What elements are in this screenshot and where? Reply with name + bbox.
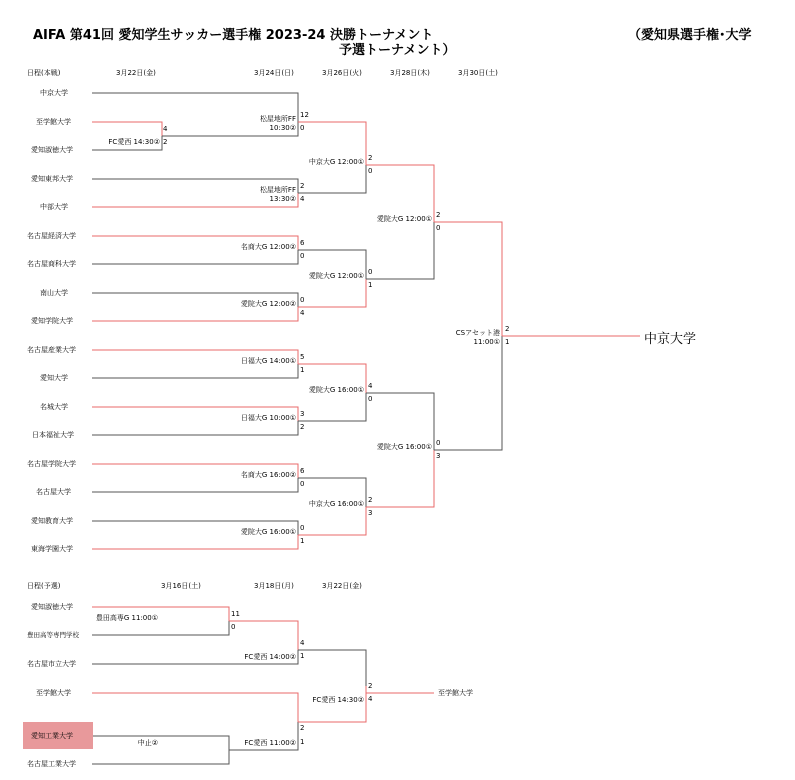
- match-score: 4: [368, 695, 373, 703]
- team-name: 愛知淑徳大学: [31, 603, 73, 611]
- match-venue: 中止②: [137, 739, 158, 747]
- match-score: 0: [436, 224, 441, 232]
- match-score: 12: [300, 111, 309, 119]
- date-mar28: 3月28日(木): [390, 69, 430, 77]
- team-name: 愛知東邦大学: [31, 175, 73, 183]
- match-score: 0: [300, 124, 305, 132]
- match-venue: 名商大G 16:00②: [240, 471, 296, 479]
- team-name: 至学館大学: [36, 689, 71, 697]
- date-mar22: 3月22日(金): [116, 69, 156, 77]
- match-score: 6: [300, 239, 305, 247]
- match-score: 0: [300, 252, 305, 260]
- date-header-main: 日程(本戦): [27, 69, 61, 77]
- date-header-qualifier: 日程(予選): [27, 582, 61, 590]
- match-score: 4: [163, 125, 168, 133]
- match-venue: 愛院大G 12:00②: [240, 300, 296, 308]
- match-score: 4: [300, 639, 305, 647]
- team-name: 愛知淑徳大学: [31, 146, 73, 154]
- match-venue: FC愛西 14:30②: [312, 696, 364, 704]
- match-venue: 愛院大G 16:00①: [240, 528, 296, 536]
- match-score: 1: [300, 652, 305, 660]
- match-venue: 豊田高専G 11:00①: [95, 614, 158, 622]
- date-mar18: 3月18日(月): [254, 582, 294, 590]
- match-score: 5: [300, 353, 305, 361]
- match-score: 2: [300, 182, 305, 190]
- team-name: 名古屋学院大学: [27, 460, 76, 468]
- team-name: 至学館大学: [36, 118, 71, 126]
- match-venue: 松屋地所FF 10:30②: [259, 115, 296, 132]
- match-score: 0: [368, 395, 373, 403]
- team-name: 中部大学: [40, 203, 68, 211]
- date-mar22-qualifier: 3月22日(金): [322, 582, 362, 590]
- match-score: 2: [368, 154, 373, 162]
- match-score: 0: [300, 480, 305, 488]
- page-title-right: （愛知県選手権･大学: [628, 28, 752, 43]
- match-venue: FC愛西 11:00②: [244, 739, 296, 747]
- team-name: 中京大学: [40, 89, 68, 97]
- team-name: 愛知大学: [40, 374, 68, 382]
- team-name: 名古屋市立大学: [27, 660, 76, 668]
- team-name: 南山大学: [40, 289, 68, 297]
- champion-name: 中京大学: [644, 332, 697, 347]
- date-mar30: 3月30日(土): [458, 69, 498, 77]
- match-venue: FC愛西 14:00②: [244, 653, 296, 661]
- match-score: 4: [368, 382, 373, 390]
- match-score: 1: [300, 738, 305, 746]
- match-score: 1: [300, 537, 305, 545]
- match-venue: 愛院大G 16:00①: [376, 443, 432, 451]
- page-title: AIFA 第41回 愛知学生サッカー選手権 2023-24 決勝トーナメント: [33, 28, 434, 43]
- page-subtitle: 予選トーナメント）: [339, 43, 456, 58]
- team-name: 愛知工業大学: [31, 732, 73, 740]
- date-mar26: 3月26日(火): [322, 69, 362, 77]
- match-score: 3: [368, 509, 373, 517]
- match-venue: 中京大G 12:00①: [308, 158, 364, 166]
- team-name: 名古屋商科大学: [27, 260, 76, 268]
- match-score: 2: [368, 682, 373, 690]
- match-score: 4: [300, 195, 305, 203]
- match-score: 0: [300, 524, 305, 532]
- team-name: 名城大学: [40, 403, 68, 411]
- match-score: 1: [368, 281, 373, 289]
- match-venue: 名商大G 12:00②: [240, 243, 296, 251]
- team-name: 名古屋産業大学: [27, 346, 76, 354]
- qualifier-winner: 至学館大学: [438, 689, 473, 697]
- match-score: 2: [300, 724, 305, 732]
- match-score: 3: [436, 452, 441, 460]
- final-venue: CSアセット港11:00①: [455, 329, 500, 346]
- final-score: 1: [505, 338, 510, 346]
- match-score: 0: [436, 439, 441, 447]
- match-score: 0: [231, 623, 236, 631]
- match-score: 4: [300, 309, 305, 317]
- final-score: 2: [505, 325, 510, 333]
- match-score: 3: [300, 410, 305, 418]
- match-score: 0: [368, 268, 373, 276]
- match-score: 2: [163, 138, 168, 146]
- match-score: 2: [436, 211, 441, 219]
- match-venue: 愛院大G 12:00①: [376, 215, 432, 223]
- match-venue: 中京大G 16:00①: [308, 500, 364, 508]
- team-name: 愛知教育大学: [31, 517, 73, 525]
- match-venue: FC愛西 14:30②: [108, 138, 160, 146]
- team-name: 豊田高等専門学校: [27, 631, 79, 639]
- match-venue: 日福大G 14:00①: [240, 357, 296, 365]
- team-name: 名古屋大学: [36, 488, 71, 496]
- match-score: 6: [300, 467, 305, 475]
- match-score: 11: [231, 610, 240, 618]
- team-name: 名古屋工業大学: [27, 760, 76, 768]
- team-name: 名古屋経済大学: [27, 232, 76, 240]
- team-name: 愛知学院大学: [31, 317, 73, 325]
- match-score: 2: [368, 496, 373, 504]
- team-name: 日本福祉大学: [32, 431, 74, 439]
- match-venue: 松屋地所FF 13:30②: [259, 186, 296, 203]
- team-name: 東海学園大学: [31, 545, 73, 553]
- match-venue: 日福大G 10:00①: [240, 414, 296, 422]
- date-mar24: 3月24日(日): [254, 69, 294, 77]
- match-score: 1: [300, 366, 305, 374]
- match-venue: 愛院大G 12:00①: [308, 272, 364, 280]
- date-mar16: 3月16日(土): [161, 582, 201, 590]
- match-venue: 愛院大G 16:00①: [308, 386, 364, 394]
- match-score: 0: [368, 167, 373, 175]
- match-score: 0: [300, 296, 305, 304]
- match-score: 2: [300, 423, 305, 431]
